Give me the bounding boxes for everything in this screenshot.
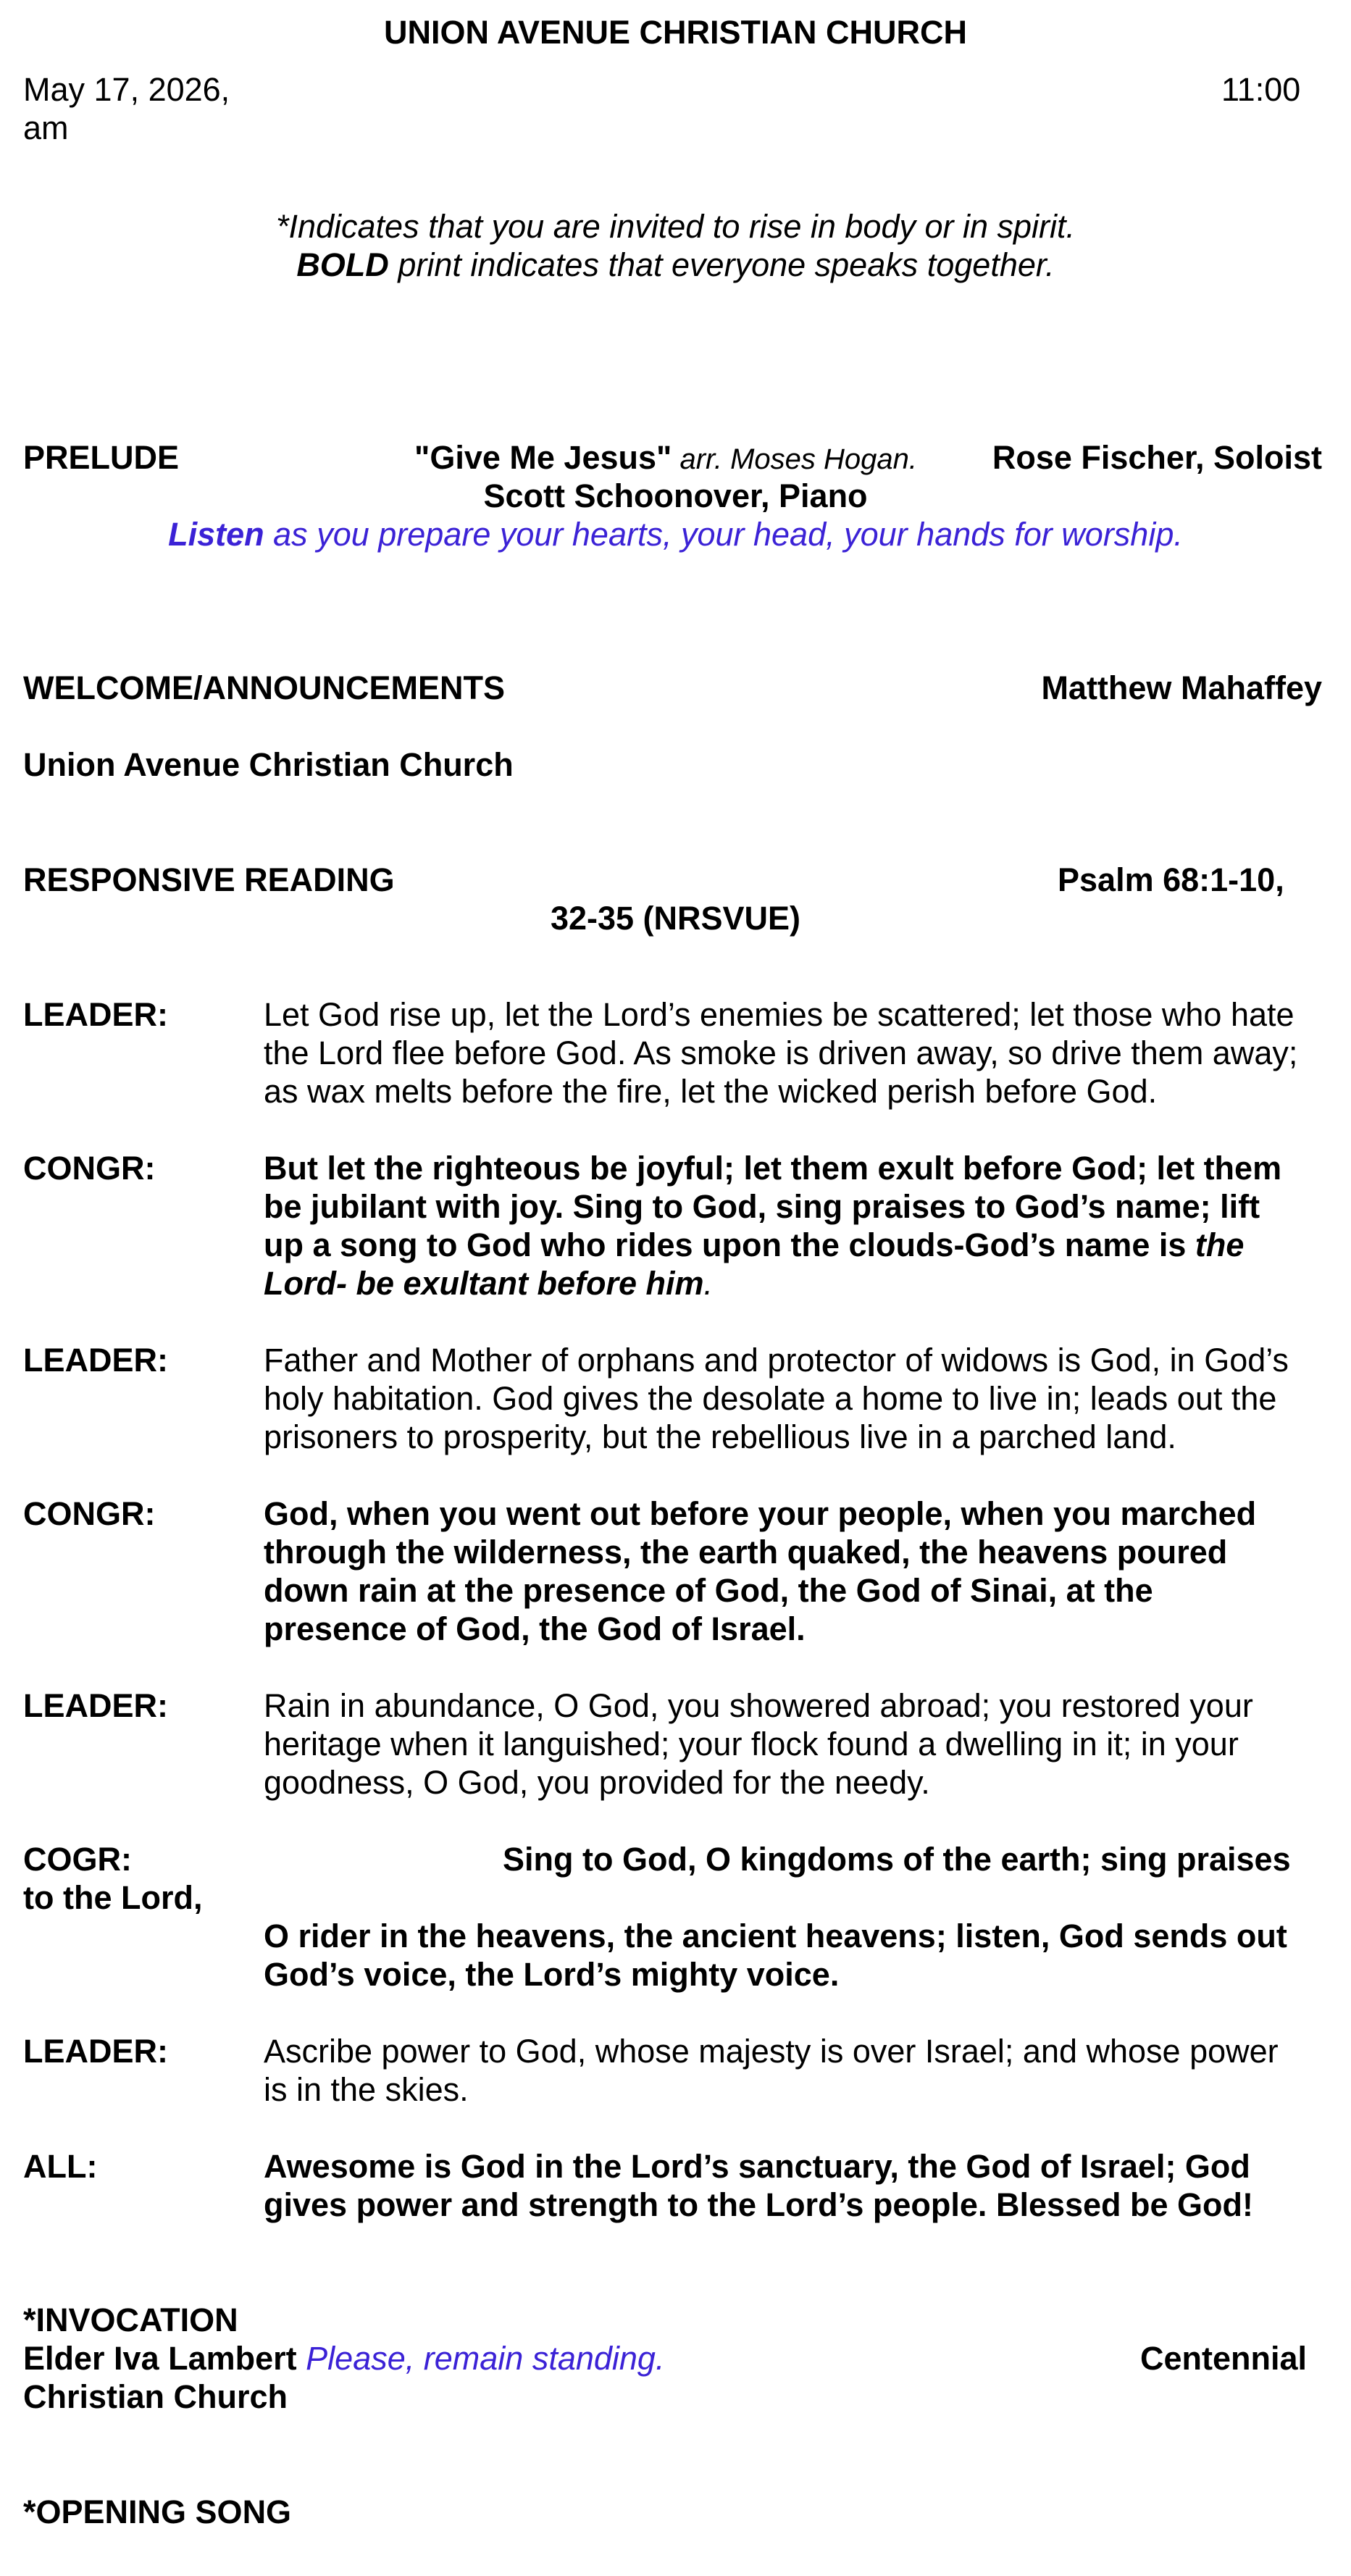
reading-line: Let God rise up, let the Lord’s enemies be scattered; let those who hate (264, 996, 1294, 1033)
prelude-soloist: Rose Fischer, Soloist (992, 439, 1322, 476)
reading-line: God, when you went out before your people, when you marched (264, 1495, 1257, 1532)
reading-line: O rider in the heavens, the ancient heavens; listen, God sends out (264, 1918, 1287, 1954)
reading-text (264, 1341, 1333, 1456)
speaker-label: CONGR: (23, 1150, 156, 1187)
reading-line (264, 1226, 1333, 1264)
invocation-leader: Elder Iva Lambert (23, 2340, 297, 2377)
welcome-church: Union Avenue Christian Church (23, 746, 514, 783)
service-date: May 17, 2026, (23, 71, 230, 108)
reading-line: as wax melts before the fire, let the wicked perish before God. (264, 1073, 1158, 1110)
invocation-line (23, 2339, 664, 2378)
reading-text (264, 2147, 1333, 2224)
reading-line: Father and Mother of orphans and protector of widows is God, in God’s (264, 1342, 1289, 1379)
listen-rest: as you prepare your hearts, your head, your hands for worship. (264, 516, 1183, 553)
reading-line: Ascribe power to God, whose majesty is over Israel; and whose power (264, 2033, 1279, 2070)
invocation-note: Please, remain standing. (306, 2340, 665, 2377)
reading-line: goodness, O God, you provided for the needy. (264, 1764, 930, 1801)
speaker-label: CONGR: (23, 1495, 156, 1532)
reading-line: Sing to God, O kingdoms of the earth; sing praises (503, 1841, 1291, 1878)
reading-line: through the wilderness, the earth quaked, the heavens poured (264, 1534, 1228, 1571)
reading-line: But let the righteous be joyful; let them exult before God; let them (264, 1150, 1282, 1187)
instruction-bold-rest: print indicates that everyone speaks together. (388, 246, 1055, 283)
reading-line: Awesome is God in the Lord’s sanctuary, the God of Israel; God (264, 2148, 1250, 2185)
welcome-leader: Matthew Mahaffey (1041, 669, 1322, 706)
opening-song-label: *OPENING SONG (23, 2493, 292, 2530)
service-time: 11:00 (1221, 71, 1301, 108)
reading-line: gives power and strength to the Lord’s people. Blessed be God! (264, 2186, 1254, 2223)
speaker-label: LEADER: (23, 2033, 168, 2070)
reading-text (264, 1917, 1333, 1994)
reading-line: holy habitation. God gives the desolate a home to live in; leads out the (264, 1380, 1277, 1417)
prelude-song-title: "Give Me Jesus" (414, 439, 672, 476)
reading-line: heritage when it languished; your flock found a dwelling in it; in your (264, 1726, 1239, 1762)
instruction-bold (0, 246, 1351, 284)
reading-line-italic: Lord- be exultant before him (264, 1265, 704, 1302)
service-time-suffix: am (23, 109, 69, 146)
reading-line: presence of God, the God of Israel. (264, 1610, 806, 1647)
prelude-label: PRELUDE (23, 439, 180, 476)
reading-line-italic: the (1195, 1226, 1245, 1263)
speaker-label: COGR: (23, 1841, 132, 1878)
speaker-label: LEADER: (23, 1687, 168, 1724)
prelude-listen-note (0, 515, 1351, 553)
reading-text (264, 1149, 1333, 1302)
speaker-label: LEADER: (23, 996, 168, 1033)
reading-text (264, 995, 1333, 1111)
reading-line: prisoners to prosperity, but the rebellious live in a parched land. (264, 1418, 1176, 1455)
prelude-arranger: arr. Moses Hogan. (672, 443, 917, 475)
reading-line: down rain at the presence of God, the God of Sinai, at the (264, 1572, 1153, 1609)
speaker-label: LEADER: (23, 1342, 168, 1379)
listen-word: Listen (168, 516, 264, 553)
reading-line: Rain in abundance, O God, you showered abroad; you restored your (264, 1687, 1253, 1724)
reading-line: the Lord flee before God. As smoke is driven away, so drive them away; (264, 1034, 1298, 1071)
welcome-label: WELCOME/ANNOUNCEMENTS (23, 669, 505, 706)
reading-line: be jubilant with joy. Sing to God, sing praises to God’s name; lift (264, 1188, 1260, 1225)
reading-text (264, 2032, 1333, 2109)
responsive-reading-reference: Psalm 68:1-10, (1058, 861, 1284, 898)
church-name: UNION AVENUE CHRISTIAN CHURCH (383, 14, 967, 51)
instruction-rise: *Indicates that you are invited to rise in body or in spirit. (275, 208, 1076, 245)
speaker-label: ALL: (23, 2148, 98, 2185)
invocation-church-cont: Christian Church (23, 2378, 288, 2415)
reading-line-part: up a song to God who rides upon the clouds-God’s name is (264, 1226, 1195, 1263)
reading-text (264, 1494, 1333, 1648)
reading-line: is in the skies. (264, 2071, 469, 2108)
reading-line (264, 1264, 1333, 1302)
prelude-song (414, 438, 917, 479)
reading-line-wrap: to the Lord, (23, 1879, 203, 1916)
reading-line: God’s voice, the Lord’s mighty voice. (264, 1956, 840, 1993)
responsive-reading-label: RESPONSIVE READING (23, 861, 395, 898)
responsive-reading-reference-cont: 32-35 (NRSVUE) (550, 900, 801, 937)
prelude-pianist: Scott Schoonover, Piano (483, 477, 868, 514)
instruction-bold-word: BOLD (296, 246, 389, 283)
invocation-label: *INVOCATION (23, 2301, 238, 2338)
reading-text (264, 1686, 1333, 1802)
invocation-church: Centennial (1140, 2340, 1308, 2377)
reading-line-end: . (703, 1265, 714, 1302)
